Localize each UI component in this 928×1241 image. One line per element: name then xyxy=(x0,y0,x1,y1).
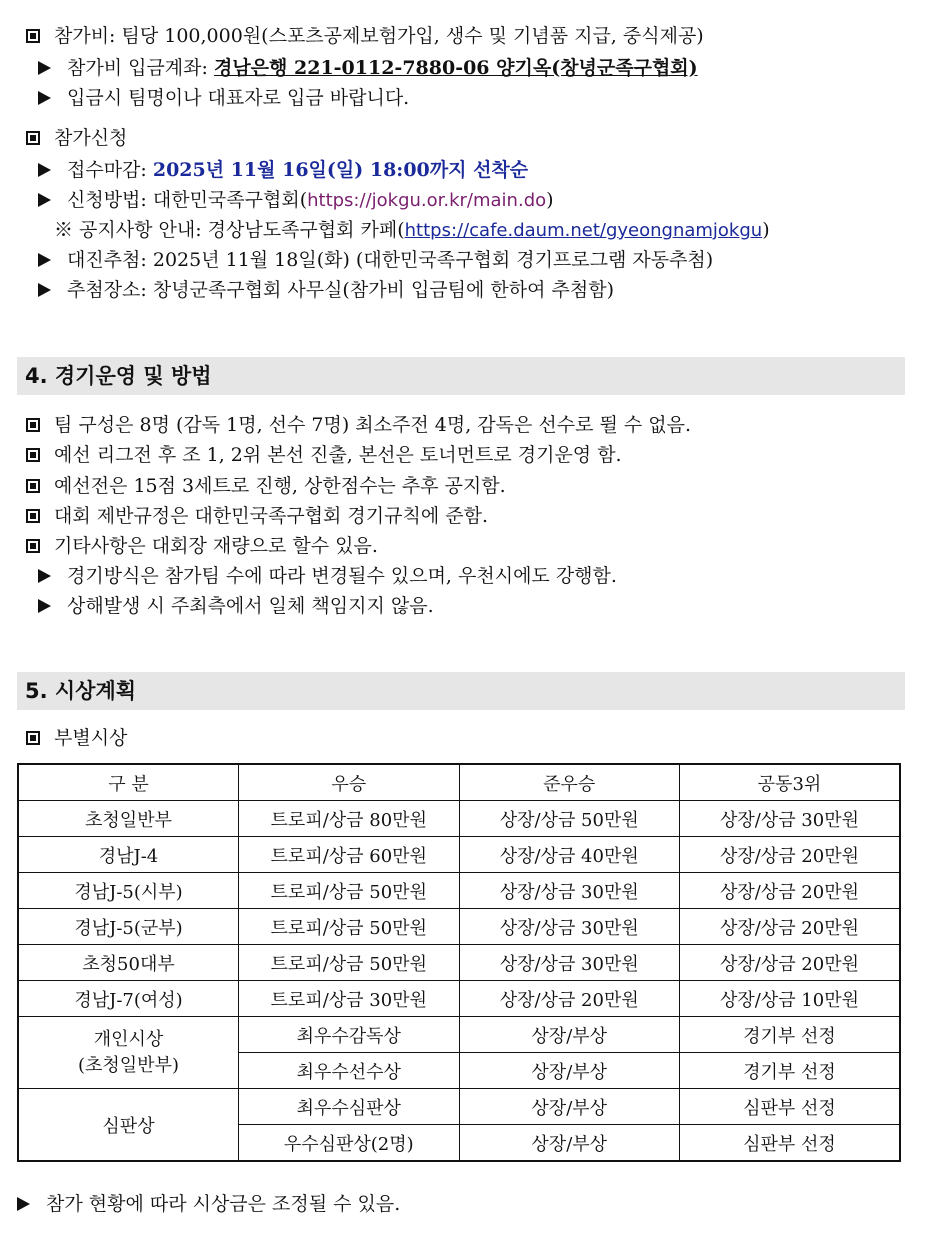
deadline-value: 2025년 11월 16일(일) 18:00까지 선착순 xyxy=(152,159,529,181)
table-row xyxy=(18,873,900,909)
division-cell: 경남J-4 xyxy=(18,837,239,873)
account-prefix: 참가비 입금계좌: xyxy=(67,57,214,79)
deadline-prefix: 접수마감: xyxy=(67,159,153,181)
apply-title: 참가신청 xyxy=(54,127,128,149)
prize-cell: 상장/상금 20만원 xyxy=(679,837,900,873)
prize-cell: 상장/상금 20만원 xyxy=(459,981,679,1017)
award-cell: 상장/부상 xyxy=(459,1125,679,1162)
square-bullet-icon xyxy=(26,509,40,523)
award-cell: 우수심판상(2명) xyxy=(239,1125,459,1162)
account-line xyxy=(38,56,698,80)
method-line xyxy=(38,188,554,212)
footnote-line xyxy=(17,1192,400,1216)
table-row xyxy=(18,981,900,1017)
square-bullet-icon xyxy=(26,131,40,145)
header-cell: 공동3위 xyxy=(679,764,900,801)
square-bullet-icon xyxy=(26,731,40,745)
award-cell: 경기부 선정 xyxy=(679,1053,900,1089)
award-cell: 최우수심판상 xyxy=(239,1089,459,1125)
prize-cell: 상장/상금 20만원 xyxy=(679,945,900,981)
rule-text: 기타사항은 대회장 재량으로 할수 있음. xyxy=(54,535,378,557)
division-cell: 경남J-5(군부) xyxy=(18,909,239,945)
fee-text: 참가비: 팀당 100,000원(스포츠공제보험가입, 생수 및 기념품 지급, 중식제공) xyxy=(54,25,704,47)
place-text: 추첨장소: 창녕군족구협회 사무실(참가비 입금팀에 한하여 추첨함) xyxy=(67,279,614,301)
prize-cell: 트로피/상금 50만원 xyxy=(239,945,459,981)
individual-award-label: 개인시상 xyxy=(93,1028,164,1050)
table-row xyxy=(18,801,900,837)
method-prefix: 신청방법: 대한민국족구협회( xyxy=(67,189,308,211)
rule-note-text: 상해발생 시 주최측에서 일체 책임지지 않음. xyxy=(67,595,434,617)
rule-item xyxy=(26,534,378,558)
fee-line xyxy=(26,24,704,48)
apply-title-line xyxy=(26,126,127,150)
header-cell: 우승 xyxy=(239,764,459,801)
footnote-text: 참가 현황에 따라 시상금은 조정될 수 있음. xyxy=(46,1193,401,1215)
prize-cell: 상장/상금 30만원 xyxy=(679,801,900,837)
rule-item xyxy=(26,504,488,528)
award-cell: 상장/부상 xyxy=(459,1017,679,1053)
prize-cell: 상장/상금 20만원 xyxy=(679,873,900,909)
table-row xyxy=(18,909,900,945)
square-bullet-icon xyxy=(26,539,40,553)
deadline-line xyxy=(38,158,528,182)
table-header-row xyxy=(18,764,900,801)
prize-table xyxy=(17,763,901,1162)
award-cell: 상장/부상 xyxy=(459,1089,679,1125)
place-line xyxy=(38,278,614,302)
square-bullet-icon xyxy=(26,29,40,43)
header-cell: 준우승 xyxy=(459,764,679,801)
prize-cell: 상장/상금 40만원 xyxy=(459,837,679,873)
square-bullet-icon xyxy=(26,418,40,432)
triangle-bullet-icon xyxy=(38,283,51,297)
triangle-bullet-icon xyxy=(38,193,51,207)
deposit-note-line xyxy=(38,86,409,110)
table-row xyxy=(18,945,900,981)
rule-text: 팀 구성은 8명 (감독 1명, 선수 7명) 최소주전 4명, 감독은 선수로 뛸 수 없음. xyxy=(54,414,692,436)
rule-item xyxy=(26,443,622,467)
triangle-bullet-icon xyxy=(38,569,51,583)
rule-note xyxy=(38,594,434,618)
triangle-bullet-icon xyxy=(38,163,51,177)
division-cell: 경남J-5(시부) xyxy=(18,873,239,909)
prize-cell: 상장/상금 30만원 xyxy=(459,909,679,945)
prize-cell: 트로피/상금 50만원 xyxy=(239,909,459,945)
jokgu-link[interactable]: https://jokgu.or.kr/main.do xyxy=(307,190,547,211)
section5-heading: 5. 시상계획 xyxy=(17,672,905,710)
rule-text: 예선 리그전 후 조 1, 2위 본선 진출, 본선은 토너먼트로 경기운영 함. xyxy=(54,444,622,466)
table-row xyxy=(18,1017,900,1053)
award-cell: 심판부 선정 xyxy=(679,1089,900,1125)
method-suffix: ) xyxy=(546,189,554,211)
awards-sub-line xyxy=(26,726,127,750)
deposit-note: 입금시 팀명이나 대표자로 입금 바랍니다. xyxy=(67,87,410,109)
square-bullet-icon xyxy=(26,479,40,493)
triangle-bullet-icon xyxy=(38,599,51,613)
rule-item xyxy=(26,474,506,498)
cafe-link[interactable]: https://cafe.daum.net/gyeongnamjokgu xyxy=(404,220,763,241)
prize-cell: 트로피/상금 60만원 xyxy=(239,837,459,873)
triangle-bullet-icon xyxy=(38,91,51,105)
prize-cell: 트로피/상금 80만원 xyxy=(239,801,459,837)
rule-note-text: 경기방식은 참가팀 수에 따라 변경될수 있으며, 우천시에도 강행함. xyxy=(67,565,617,587)
individual-award-sublabel: (초청일반부) xyxy=(78,1054,179,1076)
square-bullet-icon xyxy=(26,448,40,462)
notice-line xyxy=(54,218,770,242)
rule-text: 예선전은 15점 3세트로 진행, 상한점수는 추후 공지함. xyxy=(54,475,506,497)
triangle-bullet-icon xyxy=(38,253,51,267)
header-cell: 구 분 xyxy=(18,764,239,801)
individual-award-cell xyxy=(18,1017,239,1089)
prize-cell: 상장/상금 10만원 xyxy=(679,981,900,1017)
draw-line xyxy=(38,248,713,272)
award-cell: 상장/부상 xyxy=(459,1053,679,1089)
awards-subtitle: 부별시상 xyxy=(54,727,128,749)
section4-heading: 4. 경기운영 및 방법 xyxy=(17,357,905,395)
prize-cell: 트로피/상금 50만원 xyxy=(239,873,459,909)
award-cell: 최우수선수상 xyxy=(239,1053,459,1089)
prize-cell: 상장/상금 30만원 xyxy=(459,945,679,981)
division-cell: 경남J-7(여성) xyxy=(18,981,239,1017)
account-number: 경남은행 221-0112-7880-06 양기옥(창녕군족구협회) xyxy=(213,57,698,79)
division-cell: 초청50대부 xyxy=(18,945,239,981)
triangle-bullet-icon xyxy=(17,1197,30,1211)
notice-suffix: ) xyxy=(762,219,770,241)
prize-cell: 상장/상금 30만원 xyxy=(459,873,679,909)
award-cell: 경기부 선정 xyxy=(679,1017,900,1053)
award-cell: 최우수감독상 xyxy=(239,1017,459,1053)
rule-item xyxy=(26,413,691,437)
division-cell: 초청일반부 xyxy=(18,801,239,837)
table-row xyxy=(18,837,900,873)
table-row xyxy=(18,1089,900,1125)
prize-cell: 상장/상금 50만원 xyxy=(459,801,679,837)
prize-cell: 상장/상금 20만원 xyxy=(679,909,900,945)
rule-text: 대회 제반규정은 대한민국족구협회 경기규칙에 준함. xyxy=(54,505,488,527)
notice-prefix: ※ 공지사항 안내: 경상남도족구협회 카페( xyxy=(54,219,405,241)
draw-text: 대진추첨: 2025년 11월 18일(화) (대한민국족구협회 경기프로그램 자동추첨) xyxy=(67,249,714,271)
triangle-bullet-icon xyxy=(38,61,51,75)
referee-award-cell: 심판상 xyxy=(18,1089,239,1162)
prize-cell: 트로피/상금 30만원 xyxy=(239,981,459,1017)
award-cell: 심판부 선정 xyxy=(679,1125,900,1162)
rule-note xyxy=(38,564,617,588)
